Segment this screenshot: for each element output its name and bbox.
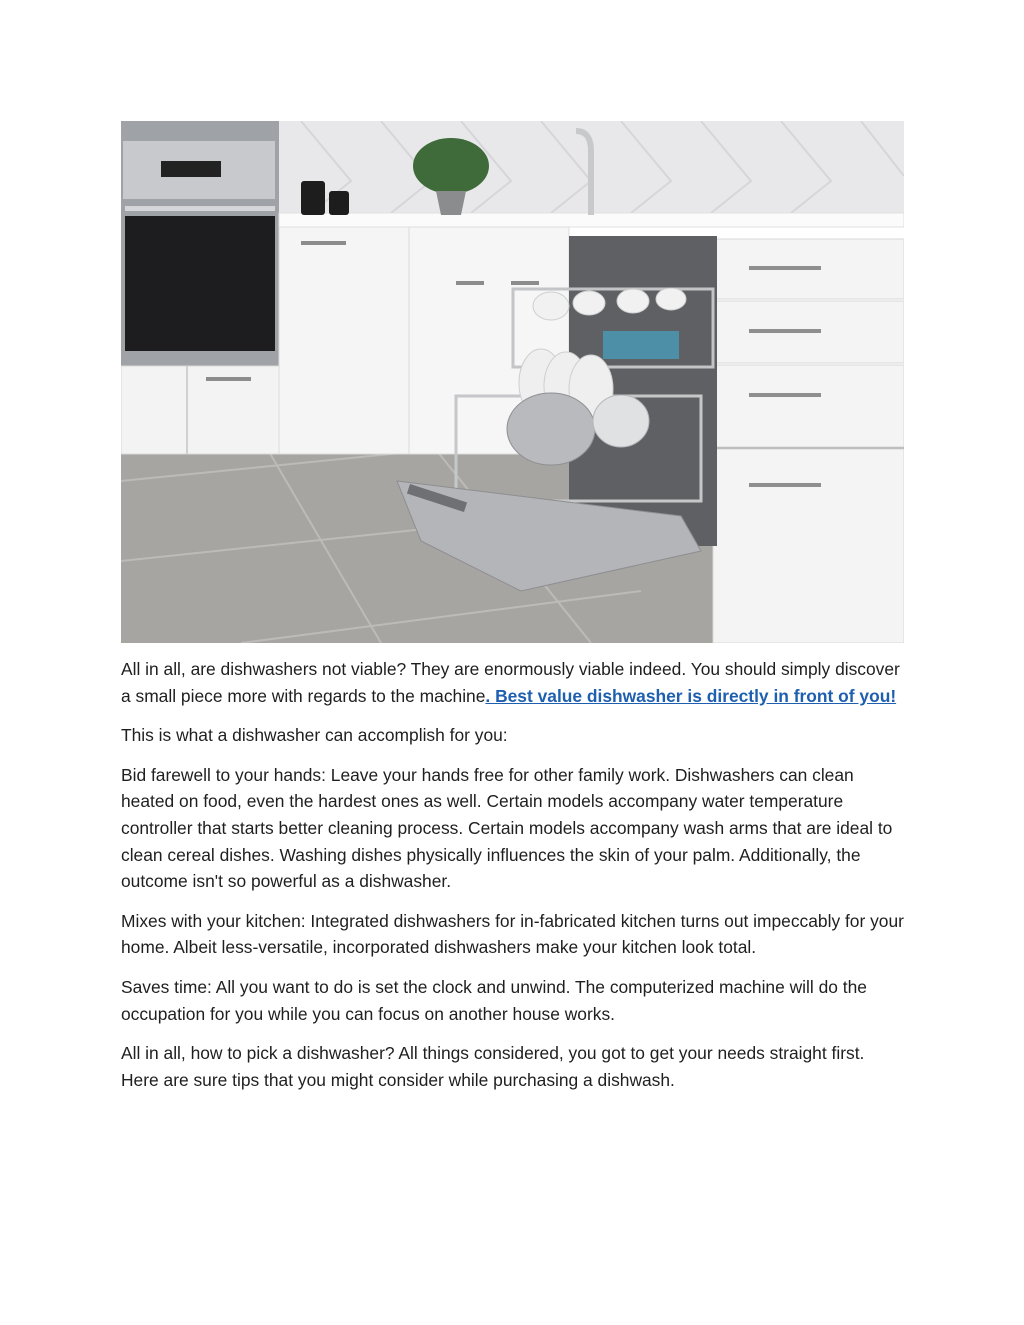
blue-tray [603, 331, 679, 359]
plant-leaves [413, 138, 489, 194]
center-cabinet-handle-2 [511, 281, 539, 285]
canister-left [301, 181, 325, 215]
plant-pot [436, 191, 466, 215]
paragraph-kitchen: Mixes with your kitchen: Integrated dishwashers for in-fabricated kitchen turns out impeccably for your home. Albeit less-versatile, incorporated dishwashers make your kitchen look total. [121, 910, 904, 958]
paragraph-saves-time: Saves time: All you want to do is set the clock and unwind. The computerized machine will do the occupation for you while you can focus on another house works. [121, 976, 867, 1024]
right-drawer-4 [713, 449, 904, 643]
canister-right [329, 191, 349, 215]
paragraph-how-to-pick: All in all, how to pick a dishwasher? All things considered, you got to get your needs straight first. Here are sure tips that you might consider while purchasing a dishwash. [121, 1043, 865, 1090]
glass-bowl [593, 395, 649, 447]
oven-window [125, 216, 275, 351]
paragraph-intro [121, 656, 906, 709]
article-body [121, 656, 906, 1106]
best-value-dishwasher-link[interactable]: . Best value dishwasher is directly in front of you! [485, 685, 897, 706]
left-lower-cabinet [121, 366, 289, 454]
oven-display [161, 161, 221, 177]
left-cabinet-handle [206, 377, 251, 381]
center-cabinet-handle-1 [456, 281, 484, 285]
steel-pot [507, 393, 595, 465]
tall-cabinet-handle [301, 241, 346, 245]
oven-handle [125, 206, 275, 211]
dishwasher-kitchen-photo [121, 121, 904, 643]
paragraph-accomplish: This is what a dishwasher can accomplish for you: [121, 725, 508, 746]
countertop [279, 213, 904, 227]
paragraph-hands: Bid farewell to your hands: Leave your hands free for other family work. Dishwashers can clean heated on food, even the hardest ones as well. Certain models accompany water temperature controller that starts better cleaning process. Certain models accompany wash arms that are ideal to clean cereal dishes. Washing dishes physically influences the skin of your palm. Additionally, the outcome isn't so powerful as a dishwasher. [121, 764, 893, 892]
intro-text: All in all, are dishwashers not viable? They are enormously viable indeed. You should simply discover a small piece more with regards to the machine [121, 659, 900, 706]
right-drawer-3 [713, 365, 904, 447]
tall-cabinet [279, 221, 409, 454]
